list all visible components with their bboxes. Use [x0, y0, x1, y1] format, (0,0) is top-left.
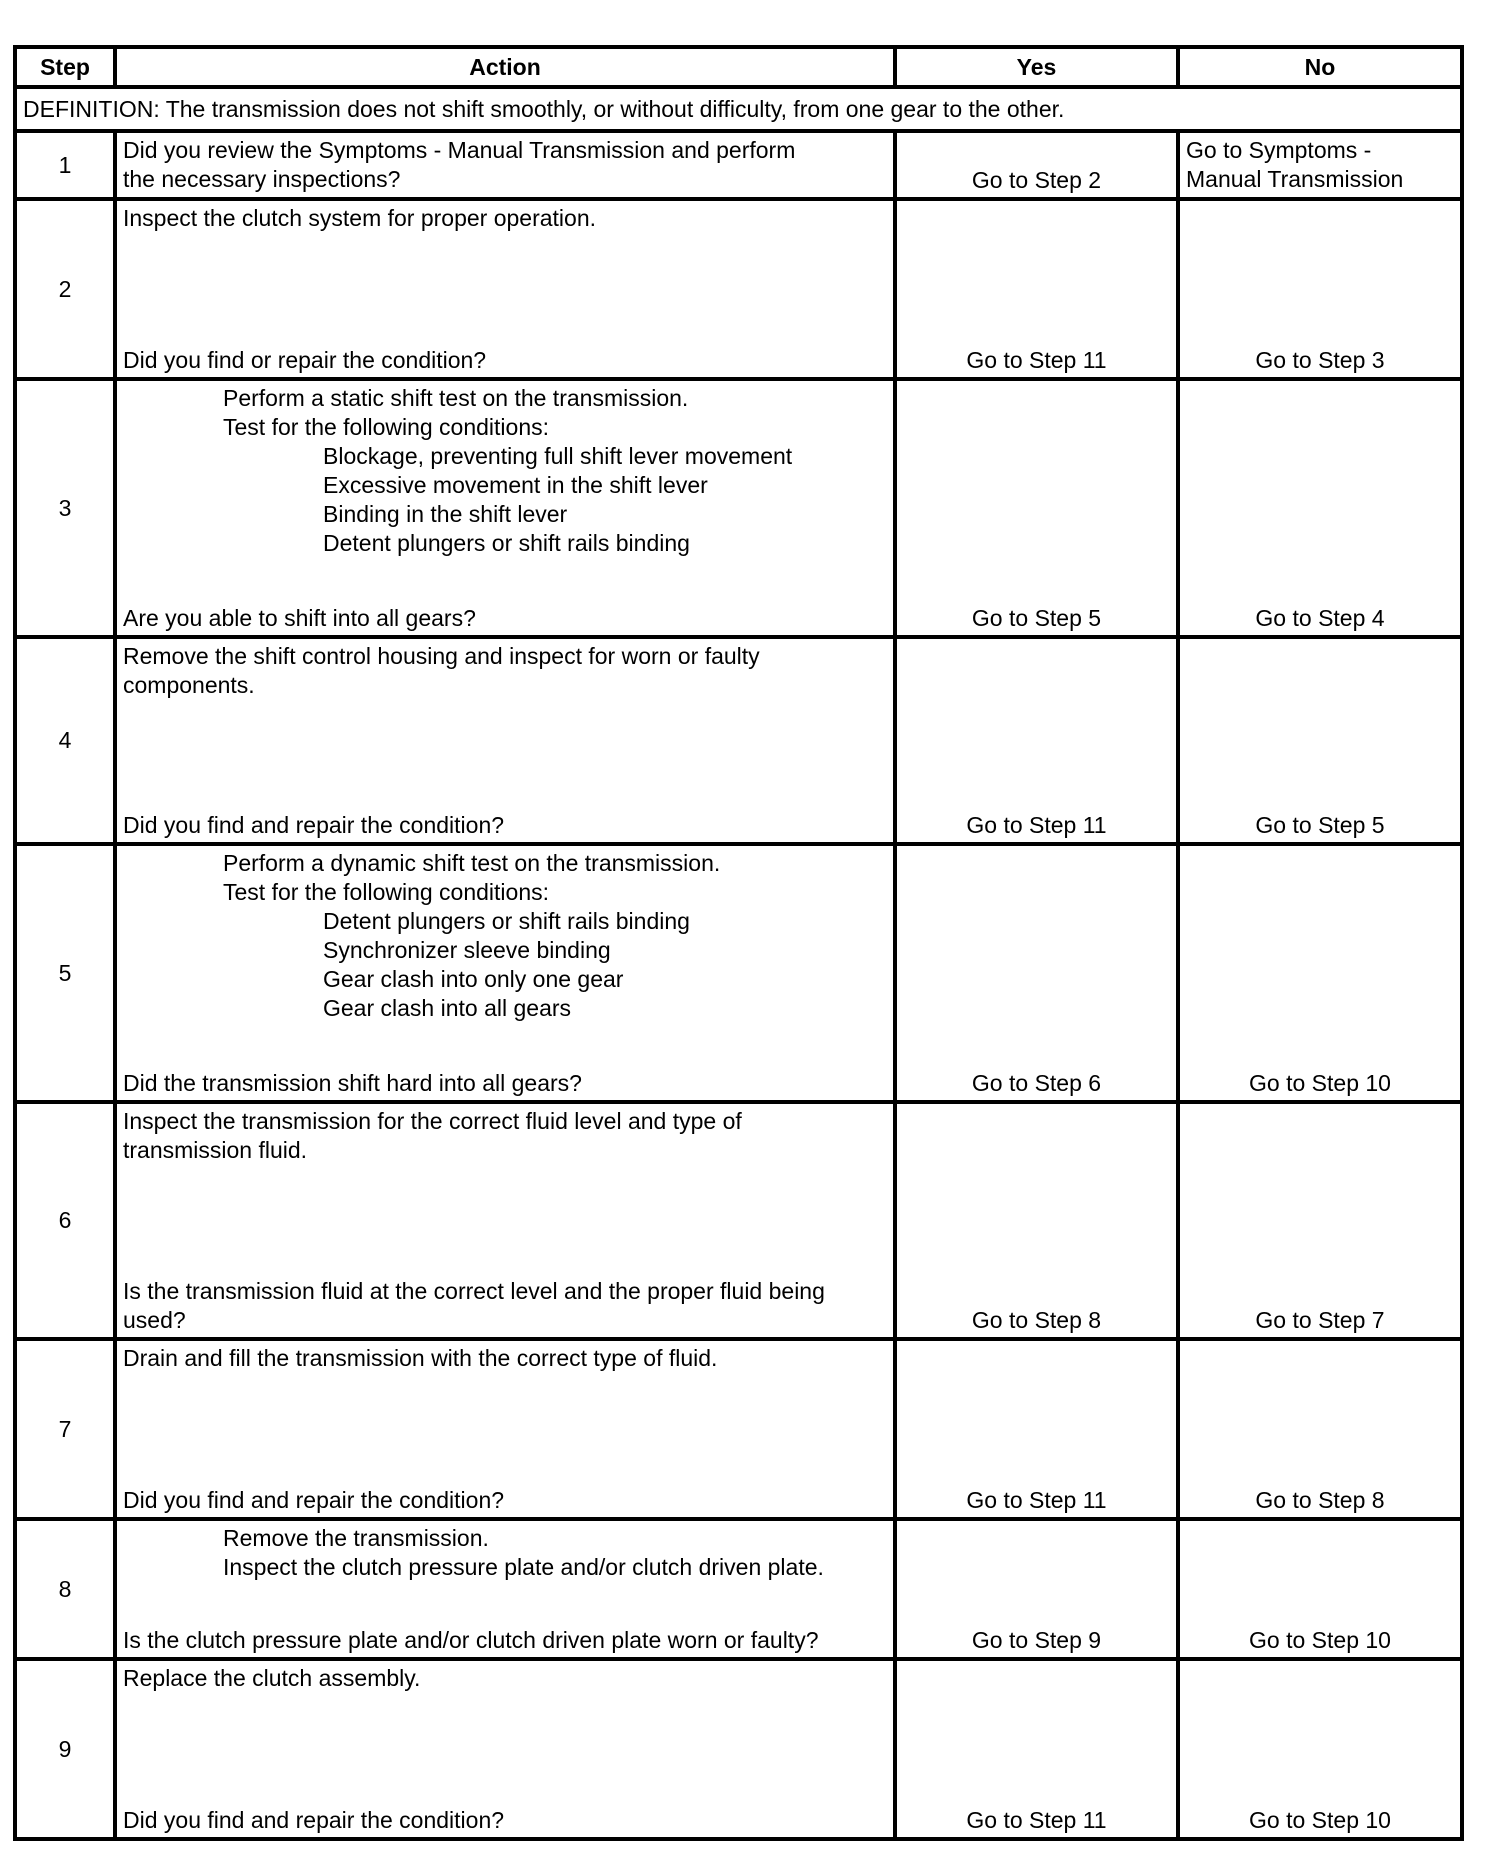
- yes-link[interactable]: Go to Step 11: [966, 812, 1107, 838]
- no-link[interactable]: Go to Symptoms - Manual Transmission: [1186, 137, 1404, 192]
- no-link[interactable]: Go to Step 4: [1255, 605, 1385, 631]
- no-cell: [1178, 1339, 1462, 1519]
- step-number: 9: [15, 1659, 115, 1839]
- action-line: Perform a static shift test on the transmission.: [223, 385, 689, 411]
- no-link[interactable]: Go to Step 8: [1255, 1487, 1385, 1513]
- no-cell: [1178, 1519, 1462, 1659]
- header-action: Action: [115, 47, 895, 87]
- yes-cell: [895, 637, 1178, 844]
- action-line: Remove the shift control housing and inspect for worn or faulty: [123, 643, 760, 669]
- action-cell: [115, 199, 895, 379]
- step-number: 2: [15, 199, 115, 379]
- table-row: [15, 199, 1462, 379]
- action-line: Blockage, preventing full shift lever movement: [323, 443, 793, 469]
- question-line: Did you find and repair the condition?: [123, 1487, 505, 1513]
- table-row: [15, 1519, 1462, 1659]
- question-line: Did you review the Symptoms - Manual Transmission and perform: [123, 137, 796, 163]
- yes-link[interactable]: Go to Step 8: [971, 1307, 1102, 1333]
- action-cell: [115, 1519, 895, 1659]
- yes-cell: [895, 379, 1178, 637]
- table-row: [15, 131, 1462, 199]
- action-line: Test for the following conditions:: [223, 879, 550, 905]
- step-number: 7: [15, 1339, 115, 1519]
- no-link[interactable]: Go to Step 5: [1255, 812, 1385, 838]
- table-row: [15, 379, 1462, 637]
- question-line: Is the transmission fluid at the correct level and the proper fluid being: [123, 1278, 825, 1304]
- no-link[interactable]: Go to Step 7: [1255, 1307, 1385, 1333]
- action-line: Test for the following conditions:: [223, 414, 550, 440]
- header-no: No: [1178, 47, 1462, 87]
- diagnostic-table-page: [13, 45, 1460, 1841]
- action-line: Perform a dynamic shift test on the transmission.: [223, 850, 721, 876]
- action-line: Excessive movement in the shift lever: [323, 472, 708, 498]
- definition-row: [15, 87, 1462, 131]
- action-cell: [115, 1339, 895, 1519]
- step-number: 4: [15, 637, 115, 844]
- table-row: [15, 844, 1462, 1102]
- question-line: Did you find and repair the condition?: [123, 812, 505, 838]
- table-row: [15, 1659, 1462, 1839]
- yes-link[interactable]: Go to Step 2: [971, 167, 1102, 193]
- no-cell: [1178, 1659, 1462, 1839]
- action-line: Gear clash into all gears: [323, 995, 572, 1021]
- question-line: Did the transmission shift hard into all gears?: [123, 1070, 582, 1096]
- action-line: Gear clash into only one gear: [323, 966, 624, 992]
- action-line: Binding in the shift lever: [323, 501, 568, 527]
- table-row: [15, 1102, 1462, 1339]
- action-cell: [115, 1102, 895, 1339]
- no-cell: [1178, 199, 1462, 379]
- action-line: Inspect the clutch system for proper operation.: [123, 205, 597, 231]
- yes-link[interactable]: Go to Step 6: [971, 1070, 1102, 1096]
- question-line: used?: [123, 1307, 186, 1333]
- yes-link[interactable]: Go to Step 5: [971, 605, 1102, 631]
- no-link[interactable]: Go to Step 3: [1255, 347, 1385, 373]
- yes-cell: [895, 1102, 1178, 1339]
- action-line: Inspect the clutch pressure plate and/or clutch driven plate.: [223, 1554, 824, 1580]
- yes-cell: [895, 1519, 1178, 1659]
- action-line: Drain and fill the transmission with the correct type of fluid.: [123, 1345, 718, 1371]
- question-line: the necessary inspections?: [123, 166, 401, 192]
- question-line: Did you find and repair the condition?: [123, 1807, 505, 1833]
- action-line: Remove the transmission.: [223, 1525, 489, 1551]
- table-row: [15, 1339, 1462, 1519]
- yes-cell: [895, 199, 1178, 379]
- action-line: Detent plungers or shift rails binding: [323, 530, 690, 556]
- yes-link[interactable]: Go to Step 11: [966, 347, 1107, 373]
- action-line: Detent plungers or shift rails binding: [323, 908, 690, 934]
- question-line: Did you find or repair the condition?: [123, 347, 487, 373]
- definition-text: DEFINITION: The transmission does not shift smoothly, or without difficulty, from one gear to the other.: [15, 87, 1462, 131]
- header-row: [15, 47, 1462, 87]
- step-number: 6: [15, 1102, 115, 1339]
- action-line: components.: [123, 672, 255, 698]
- yes-cell: [895, 1339, 1178, 1519]
- yes-link[interactable]: Go to Step 11: [966, 1807, 1107, 1833]
- yes-cell: [895, 844, 1178, 1102]
- diagnostic-table: [13, 45, 1464, 1841]
- action-line: Synchronizer sleeve binding: [323, 937, 611, 963]
- step-number: 5: [15, 844, 115, 1102]
- yes-cell: [895, 1659, 1178, 1839]
- no-cell: [1178, 637, 1462, 844]
- no-cell: [1178, 844, 1462, 1102]
- action-cell: [115, 131, 895, 199]
- no-link[interactable]: Go to Step 10: [1249, 1070, 1391, 1096]
- no-link[interactable]: Go to Step 10: [1249, 1627, 1391, 1653]
- header-yes: Yes: [895, 47, 1178, 87]
- no-cell: [1178, 131, 1462, 199]
- action-cell: [115, 1659, 895, 1839]
- action-line: transmission fluid.: [123, 1137, 308, 1163]
- question-line: Is the clutch pressure plate and/or clutch driven plate worn or faulty?: [123, 1627, 819, 1653]
- action-cell: [115, 844, 895, 1102]
- action-line: Replace the clutch assembly.: [123, 1665, 421, 1691]
- yes-link[interactable]: Go to Step 11: [966, 1487, 1107, 1513]
- step-number: 3: [15, 379, 115, 637]
- step-number: 8: [15, 1519, 115, 1659]
- question-line: Are you able to shift into all gears?: [123, 605, 476, 631]
- no-cell: [1178, 1102, 1462, 1339]
- yes-link[interactable]: Go to Step 9: [971, 1627, 1102, 1653]
- action-cell: [115, 379, 895, 637]
- header-step: Step: [15, 47, 115, 87]
- action-line: Inspect the transmission for the correct fluid level and type of: [123, 1108, 742, 1134]
- yes-cell: [895, 131, 1178, 199]
- table-row: [15, 637, 1462, 844]
- no-cell: [1178, 379, 1462, 637]
- no-link[interactable]: Go to Step 10: [1249, 1807, 1391, 1833]
- action-cell: [115, 637, 895, 844]
- step-number: 1: [15, 131, 115, 199]
